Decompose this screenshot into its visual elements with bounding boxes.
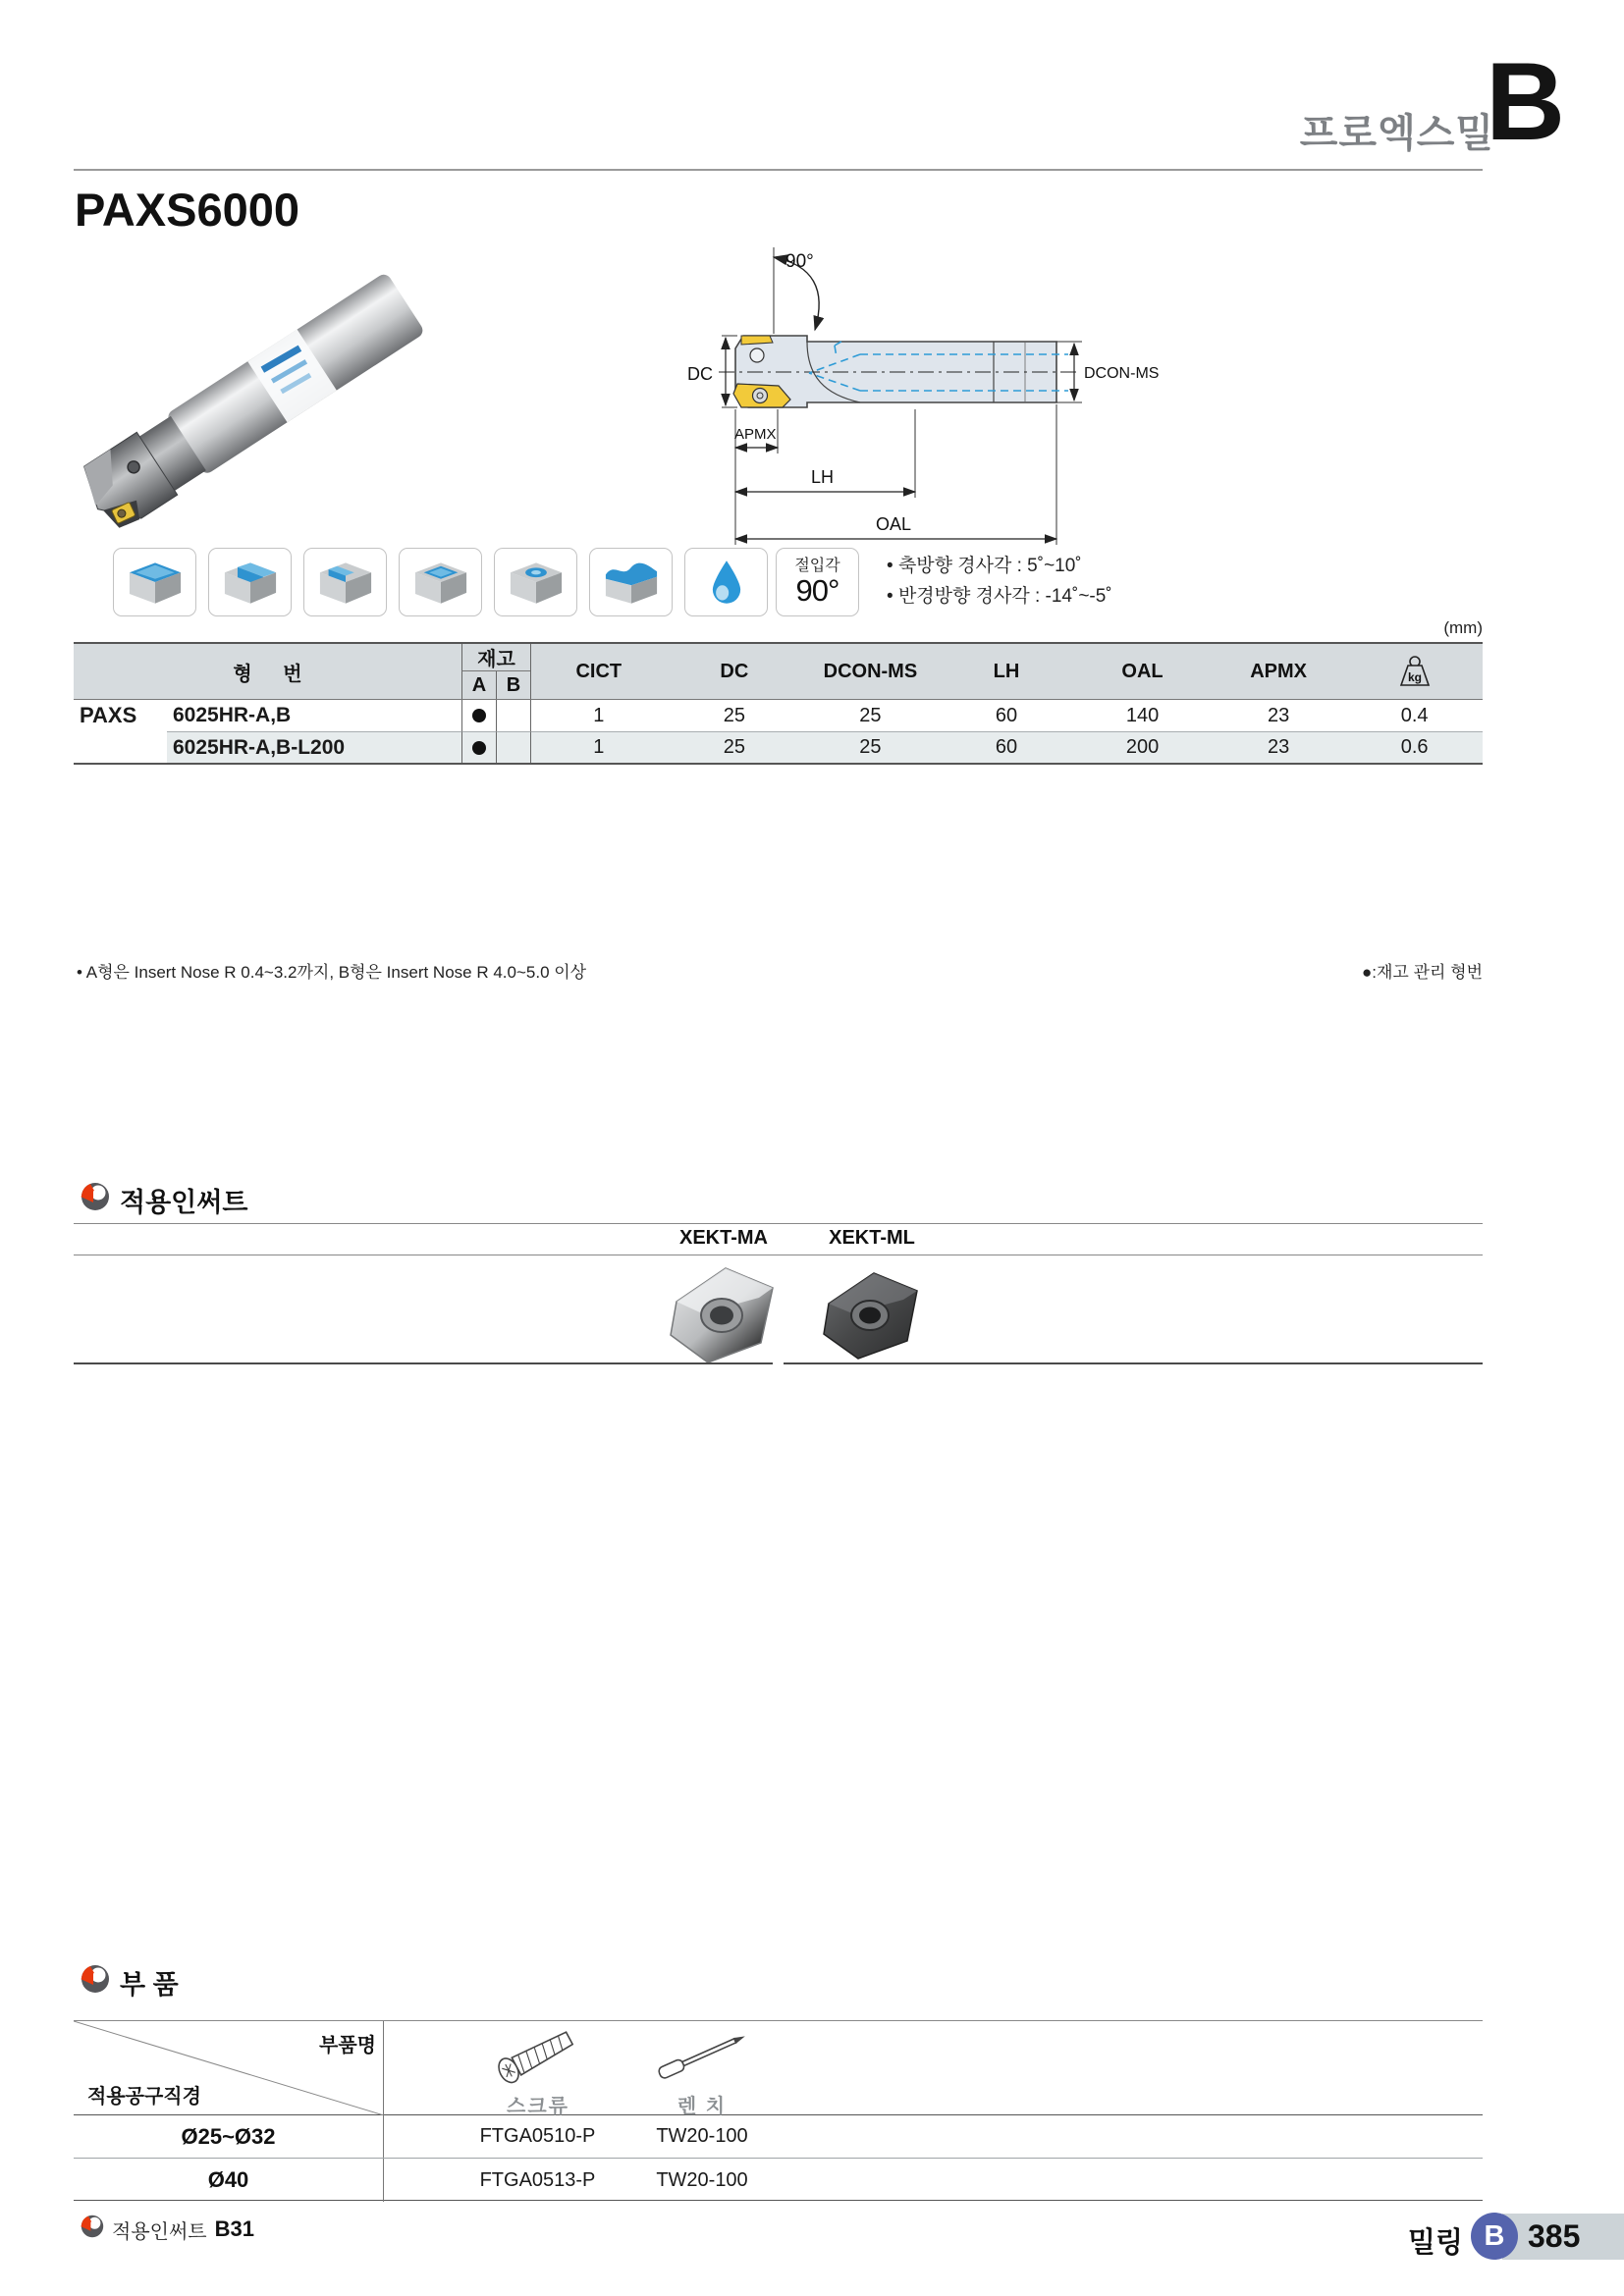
col-apmx: APMX [1250, 660, 1307, 682]
model-number: 6025HR-A,B [173, 704, 292, 726]
col-dc: DC [720, 660, 749, 682]
spec-value: 0.4 [1400, 704, 1429, 726]
parts-row [74, 2115, 1483, 2159]
parts-wrench-code: TW20-100 [656, 2168, 748, 2191]
diagram-apmx-label: APMX [734, 426, 777, 443]
wet-machining-icon [684, 548, 768, 616]
stock-b-cell [496, 700, 530, 731]
product-photo [79, 234, 461, 528]
model-prefix [74, 731, 167, 763]
inserts-rule-top [74, 1223, 1483, 1224]
section-bullet-icon [81, 1182, 110, 1218]
diagram-lh-label: LH [811, 467, 835, 487]
page-title: PAXS6000 [75, 184, 300, 236]
spec-row [74, 700, 1483, 731]
spec-value: 23 [1267, 704, 1290, 726]
parts-header-name: 부품명 [319, 2035, 376, 2056]
col-stock-b: B [496, 671, 530, 699]
spec-footnote: • A형은 Insert Nose R 0.4~3.2까지, B형은 Insert Nose R 4.0~5.0 이상 [77, 963, 587, 982]
stock-a-cell [461, 731, 496, 763]
spec-value: 60 [939, 731, 1075, 763]
footer-tab-badge: B [1471, 2213, 1518, 2260]
rake-note-radial: • 반경방향 경사각 : -14˚~-5˚ [887, 586, 1112, 607]
section-tab-letter: B [1486, 40, 1565, 163]
insert-variant-label-ml: XEKT-ML [829, 1227, 915, 1249]
col-oal: OAL [1121, 660, 1164, 682]
cutting-angle-box [776, 548, 859, 616]
profile-milling-icon [589, 548, 673, 616]
cutting-angle-label: 절입각 [794, 558, 840, 574]
stock-dot [472, 741, 486, 755]
model-number: 6025HR-A,B-L200 [167, 731, 461, 763]
parts-col-wrench: 렌 치 [677, 2096, 728, 2117]
category-title: 프로엑스밀 [1299, 112, 1494, 155]
parts-col-screw: 스크류 [507, 2096, 569, 2117]
spec-value: 25 [667, 731, 803, 763]
spec-value: 1 [530, 731, 667, 763]
diagram-dconms-label: DCON-MS [1084, 365, 1160, 382]
rake-note-axial: • 축방향 경사각 : 5˚~10˚ [887, 556, 1082, 576]
spec-value: 60 [995, 704, 1018, 726]
footer-page-number: 385 [1528, 2218, 1581, 2254]
unit-label: (mm) [1443, 618, 1483, 637]
insert-top [741, 336, 773, 345]
insert-photo-xekt-ml [817, 1264, 927, 1362]
pocket-milling-icon [399, 548, 482, 616]
screw-icon [484, 2029, 592, 2092]
header-rule [74, 169, 1483, 171]
model-prefix: PAXS [80, 703, 137, 727]
face-milling-icon [113, 548, 196, 616]
slot-milling-icon [303, 548, 387, 616]
col-model: 형 번 [233, 663, 302, 685]
footer-category: 밀링 [1407, 2227, 1463, 2259]
parts-section-title: 부 품 [81, 1963, 179, 2002]
parts-header-diameter: 적용공구직경 [87, 2086, 201, 2108]
insert-variant-label-ma: XEKT-MA [679, 1227, 768, 1249]
insert-table-fr-ma [74, 1362, 773, 1364]
spec-value: 25 [802, 731, 939, 763]
parts-table-header [74, 2021, 1483, 2115]
col-lh: LH [993, 660, 1020, 682]
stock-a-cell [461, 700, 496, 731]
section-bullet-icon [81, 1964, 110, 2001]
spec-row [74, 731, 1483, 763]
spec-value: 25 [723, 704, 745, 726]
stock-b-cell [496, 731, 530, 763]
col-stock-a: A [461, 671, 496, 699]
parts-diameter: Ø40 [207, 2167, 249, 2192]
parts-row [74, 2159, 1483, 2202]
diagram-angle-label: 90° [785, 251, 814, 272]
parts-screw-code: FTGA0513-P [479, 2168, 596, 2191]
weight-icon [1346, 644, 1483, 699]
spec-table [74, 642, 1483, 765]
col-cict: CICT [530, 644, 667, 699]
parts-diameter: Ø25~Ø32 [181, 2123, 276, 2149]
dimension-diagram [444, 218, 1190, 557]
col-dconms: DCON-MS [823, 660, 918, 682]
stock-legend: ●:재고 관리 형번 [1362, 963, 1483, 982]
hole-milling-icon [494, 548, 577, 616]
spec-value: 23 [1211, 731, 1347, 763]
spec-value: 1 [530, 700, 667, 731]
svg-text:kg: kg [1407, 670, 1422, 684]
parts-insert-note: 적용인써트 B31 [81, 2215, 254, 2244]
spec-value: 140 [1125, 704, 1160, 726]
spec-value: 25 [859, 704, 882, 726]
shoulder-milling-icon [208, 548, 292, 616]
inserts-section-title: 적용인써트 [81, 1181, 247, 1219]
diagram-dc-label: DC [687, 364, 713, 384]
spec-table-body [74, 700, 1483, 763]
spec-value: 200 [1074, 731, 1211, 763]
parts-table [74, 2020, 1483, 2201]
insert-table-er-ml [784, 1362, 1483, 1364]
spec-value: 0.6 [1346, 731, 1483, 763]
parts-screw-code: FTGA0510-P [479, 2125, 596, 2147]
stock-dot [472, 709, 486, 722]
parts-wrench-code: TW20-100 [656, 2125, 748, 2147]
insert-photo-xekt-ma [663, 1258, 783, 1366]
cutting-angle-value: 90° [795, 573, 839, 608]
diagram-oal-label: OAL [876, 514, 912, 534]
col-stock: 재고 [461, 644, 530, 671]
spec-table-header [74, 644, 1483, 700]
note-arrow-icon [81, 2215, 104, 2244]
wrench-icon [648, 2031, 756, 2090]
